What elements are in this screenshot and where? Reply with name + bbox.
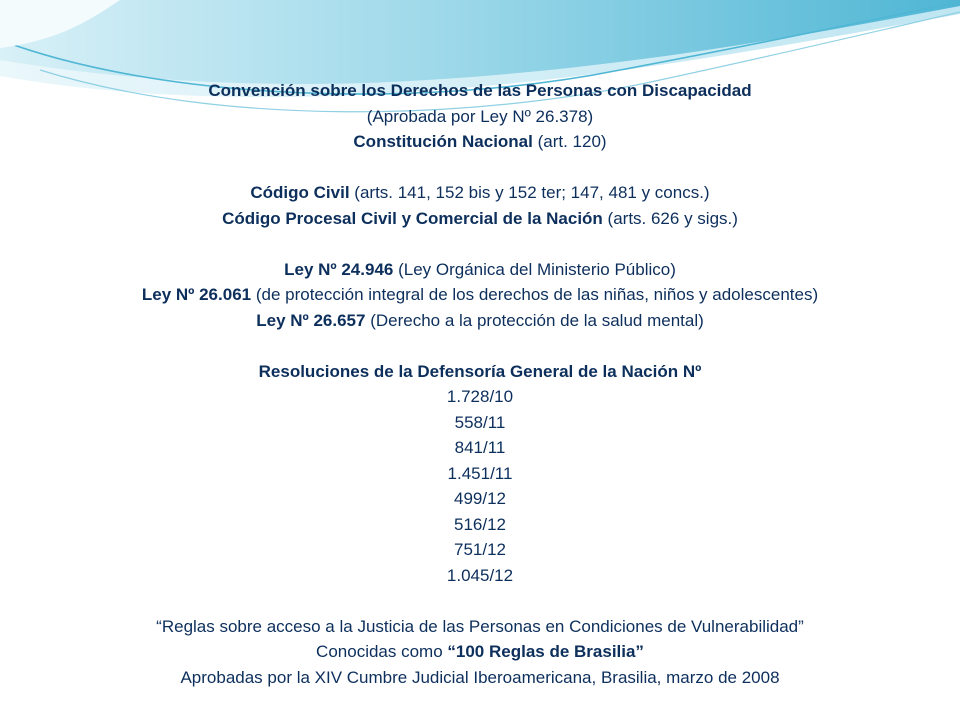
title-line: Convención sobre los Derechos de las Personas con Discapacidad [208, 81, 752, 100]
resolution-item: 751/12 [454, 540, 506, 559]
slide-content [20, 78, 940, 690]
brasilia-rules-approval: Aprobadas por la XIV Cumbre Judicial Iberoamericana, Brasilia, marzo de 2008 [180, 667, 780, 687]
civil-code-line: Código Civil (arts. 141, 152 bis y 152 ter; 147, 481 y concs.) [250, 183, 710, 202]
law-24946-line: Ley Nº 24.946 (Ley Orgánica del Ministerio Público) [284, 259, 676, 279]
law-26061-line: Ley Nº 26.061 (de protección integral de los derechos de las niñas, niños y adolescentes) [141, 285, 819, 304]
constitution-line: Constitución Nacional (art. 120) [353, 132, 607, 151]
procedural-code-line: Código Procesal Civil y Comercial de la Nación (arts. 626 y sigs.) [222, 208, 738, 228]
resolution-item: 1.045/12 [446, 565, 514, 585]
approval-line: (Aprobada por Ley Nº 26.378) [366, 106, 594, 126]
resolution-item: 1.728/10 [446, 387, 514, 406]
resolution-item: 1.451/11 [447, 463, 513, 483]
resolution-item: 499/12 [454, 489, 506, 508]
law-26657-line: Ley Nº 26.657 (Derecho a la protección de la salud mental) [256, 310, 704, 330]
resolution-item: 516/12 [454, 514, 506, 534]
resolutions-heading: Resoluciones de la Defensoría General de la Nación Nº [258, 361, 702, 381]
resolution-item: 841/11 [454, 438, 506, 457]
brasilia-rules-alias: Conocidas como “100 Reglas de Brasilia” [316, 642, 644, 661]
brasilia-rules-title: “Reglas sobre acceso a la Justicia de las Personas en Condiciones de Vulnerabilidad” [156, 616, 804, 636]
resolution-item: 558/11 [454, 412, 506, 432]
